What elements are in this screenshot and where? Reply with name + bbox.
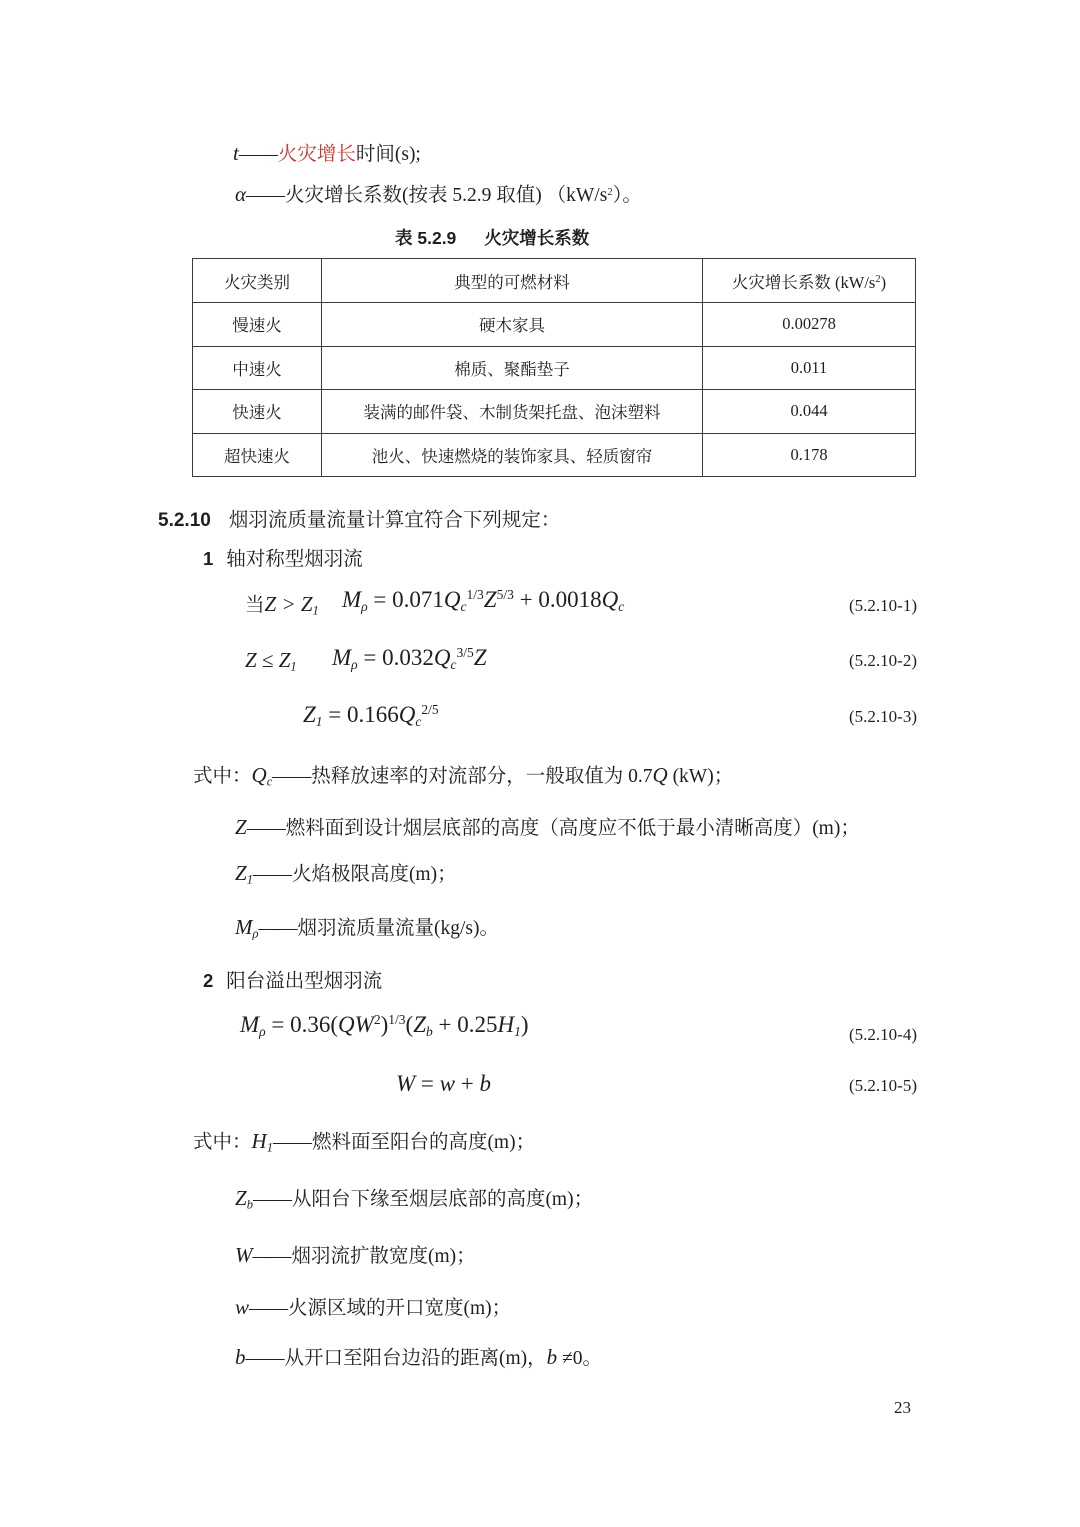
em-dash: —— (258, 918, 298, 939)
definition-Zb (235, 1185, 593, 1212)
item-1-number: 1 (203, 548, 214, 569)
var-t: t (233, 141, 239, 165)
cell-materials: 棉质、聚酯垫子 (322, 346, 703, 390)
cell-coefficient: 0.00278 (703, 303, 916, 347)
var-Z: Z (303, 702, 316, 727)
var-Q: Q (652, 763, 668, 787)
definition-text: 燃料面到设计烟层底部的高度（高度应不低于最小清晰高度）(m)； (285, 818, 860, 839)
section-number: 5.2.10 (158, 510, 211, 531)
em-dash: —— (246, 185, 286, 206)
equation-axisymmetric-1 (342, 586, 625, 615)
table-header-row (193, 259, 916, 303)
em-dash: —— (252, 1246, 292, 1267)
cell-coefficient: 0.044 (703, 390, 916, 434)
var-alpha: α (235, 182, 247, 206)
em-dash: —— (249, 1298, 289, 1319)
var-M: M (235, 915, 253, 939)
condition-expression: Z ≤ Z (245, 648, 291, 672)
sub-1: 1 (514, 1024, 521, 1040)
section-heading (158, 509, 560, 533)
cell-category: 慢速火 (193, 303, 322, 347)
equals-text: = (415, 1071, 440, 1096)
line-alpha-definition (235, 181, 642, 208)
where-label: 式中： (193, 766, 252, 787)
em-dash: —— (252, 864, 292, 885)
item-2-number: 2 (203, 970, 214, 991)
var-Q: Q (251, 763, 267, 787)
highlighted-red-text: 火灾增长 (277, 144, 356, 165)
line-alpha-text: 火灾增长系数(按表 5.2.9 取值) (285, 185, 542, 206)
var-b: b (479, 1071, 491, 1096)
equation-balcony-spill (240, 1011, 529, 1040)
sub-1: 1 (246, 872, 253, 887)
list-item-1 (203, 547, 363, 572)
var-w: w (439, 1071, 455, 1096)
var-w: w (235, 1295, 250, 1319)
definition-b (235, 1344, 602, 1371)
condition-z-greater (245, 594, 319, 616)
cell-category: 快速火 (193, 390, 322, 434)
exp-two-fifths: 2/5 (421, 701, 439, 717)
var-H: H (251, 1129, 267, 1153)
condition-expression: Z > Z (264, 592, 313, 616)
var-b: b (546, 1345, 558, 1369)
var-M: M (342, 587, 362, 612)
sub-rho: ρ (259, 1024, 266, 1040)
header-coefficient-post: ) (880, 272, 887, 292)
table-row (193, 346, 916, 390)
header-coefficient-sup: 2 (875, 273, 881, 285)
var-Z: Z (483, 587, 497, 612)
definition-H1 (193, 1128, 535, 1155)
line-t-rest: 时间(s); (355, 144, 421, 165)
definition-Qc (193, 762, 733, 789)
paren: ) (520, 1012, 529, 1037)
sub-rho: ρ (361, 599, 368, 615)
sub-b: b (246, 1197, 253, 1212)
sub-c: c (450, 657, 457, 673)
var-Z: Z (235, 1186, 247, 1210)
paren: ) (380, 1012, 389, 1037)
section-title-text: 烟羽流质量流量计算宜符合下列规定： (228, 510, 561, 531)
var-Z: Z (413, 1012, 426, 1037)
var-Z: Z (235, 861, 247, 885)
table-row (193, 303, 916, 347)
definition-text: 烟羽流质量流量(kg/s)。 (297, 918, 499, 939)
unit-superscript: 2 (607, 187, 613, 199)
condition-subscript: 1 (312, 603, 319, 618)
coefficient-text: = 0.36( (265, 1012, 339, 1037)
definition-text: 燃料面至阳台的高度(m)； (311, 1132, 536, 1153)
exp-2: 2 (373, 1011, 381, 1027)
equation-width (396, 1072, 491, 1095)
definition-Z1 (235, 860, 457, 887)
coefficient-text: + 0.0018 (513, 587, 602, 612)
condition-z-less-equal (245, 648, 297, 674)
plus-text: + (455, 1071, 480, 1096)
table-title (395, 228, 589, 250)
cell-materials: 装满的邮件袋、木制货架托盘、泡沫塑料 (322, 390, 703, 434)
sub-c: c (266, 774, 273, 789)
item-2-text: 阳台溢出型烟羽流 (226, 971, 383, 992)
var-b: b (235, 1345, 246, 1369)
var-Q: Q (398, 702, 416, 727)
cell-coefficient: 0.011 (703, 346, 916, 390)
sub-c: c (460, 599, 467, 615)
var-Q: Q (443, 587, 461, 612)
exp-one-third: 1/3 (466, 586, 484, 602)
line-t-definition (233, 140, 421, 167)
equation-number-1: (5.2.10-1) (849, 596, 917, 615)
cell-category: 超快速火 (193, 433, 322, 477)
table-title-text: 火灾增长系数 (484, 228, 590, 248)
definition-w (235, 1294, 511, 1321)
var-W: W (235, 1243, 253, 1267)
var-M: M (240, 1012, 260, 1037)
var-W: W (396, 1071, 416, 1096)
definition-text-2: ≠0。 (557, 1348, 602, 1369)
var-Q: Q (601, 587, 619, 612)
cell-category: 中速火 (193, 346, 322, 390)
sub-c: c (415, 714, 422, 730)
sub-rho: ρ (351, 657, 358, 673)
header-coefficient-pre: 火灾增长系数 (kW/s (731, 272, 876, 292)
definition-Z (235, 814, 860, 841)
coefficient-text: + 0.25 (432, 1012, 498, 1037)
var-Q: Q (433, 645, 451, 670)
equation-number-4: (5.2.10-4) (849, 1025, 917, 1044)
var-Z: Z (235, 815, 247, 839)
table-row (193, 390, 916, 434)
definition-text: 从阳台下缘至烟层底部的高度(m)； (291, 1189, 594, 1210)
var-H: H (497, 1012, 515, 1037)
var-Z: Z (473, 645, 487, 670)
definition-text: 热释放速率的对流部分，一般取值为 0.7 (311, 766, 653, 787)
definition-text: 烟羽流扩散宽度(m)； (291, 1246, 476, 1267)
sub-rho: ρ (252, 926, 259, 941)
coefficient-text: = 0.071 (367, 587, 444, 612)
definition-text: 火源区域的开口宽度(m)； (288, 1298, 512, 1319)
cell-materials: 硬木家具 (322, 303, 703, 347)
em-dash: —— (238, 144, 278, 165)
cell-coefficient: 0.178 (703, 433, 916, 477)
item-1-text: 轴对称型烟羽流 (226, 549, 363, 570)
definition-Mrho (235, 914, 499, 941)
em-dash: —— (272, 766, 312, 787)
em-dash: —— (245, 1348, 285, 1369)
definition-unit: (kW)； (667, 766, 734, 787)
sub-c: c (618, 599, 625, 615)
definition-W (235, 1242, 476, 1269)
header-cell-category: 火灾类别 (193, 259, 322, 303)
equation-number-5: (5.2.10-5) (849, 1076, 917, 1095)
em-dash: —— (252, 1189, 292, 1210)
equation-flame-limit-height (303, 701, 439, 730)
where-label: 式中： (193, 1132, 252, 1153)
paren: ( (405, 1012, 414, 1037)
sub-1: 1 (266, 1140, 273, 1155)
sub-b: b (425, 1024, 433, 1040)
unit-post: ）。 (612, 185, 642, 206)
header-cell-materials: 典型的可燃材料 (322, 259, 703, 303)
var-QW: QW (338, 1012, 374, 1037)
fire-growth-coefficient-table (192, 258, 916, 477)
sub-1: 1 (315, 714, 323, 730)
page-number: 23 (894, 1398, 911, 1417)
table-number-label: 表 5.2.9 (395, 228, 457, 248)
list-item-2 (203, 969, 382, 994)
header-cell-coefficient (703, 259, 916, 303)
equation-number-3: (5.2.10-3) (849, 707, 917, 726)
em-dash: —— (246, 818, 286, 839)
definition-text: 从开口至阳台边沿的距离(m)， (284, 1348, 547, 1369)
exp-one-third: 1/3 (388, 1011, 406, 1027)
exp-three-fifths: 3/5 (456, 644, 474, 660)
equation-number-2: (5.2.10-2) (849, 651, 917, 670)
cell-materials: 池火、快速燃烧的装饰家具、轻质窗帘 (322, 433, 703, 477)
table-row (193, 433, 916, 477)
coefficient-text: = 0.166 (322, 702, 399, 727)
unit-pre: （kW/s (541, 185, 608, 206)
coefficient-text: = 0.032 (357, 645, 434, 670)
definition-text: 火焰极限高度(m)； (291, 864, 457, 885)
var-M: M (332, 645, 352, 670)
equation-axisymmetric-2 (332, 644, 487, 673)
condition-word: 当 (245, 595, 265, 616)
em-dash: —— (272, 1132, 312, 1153)
condition-subscript: 1 (290, 659, 297, 674)
exp-five-thirds: 5/3 (496, 586, 514, 602)
